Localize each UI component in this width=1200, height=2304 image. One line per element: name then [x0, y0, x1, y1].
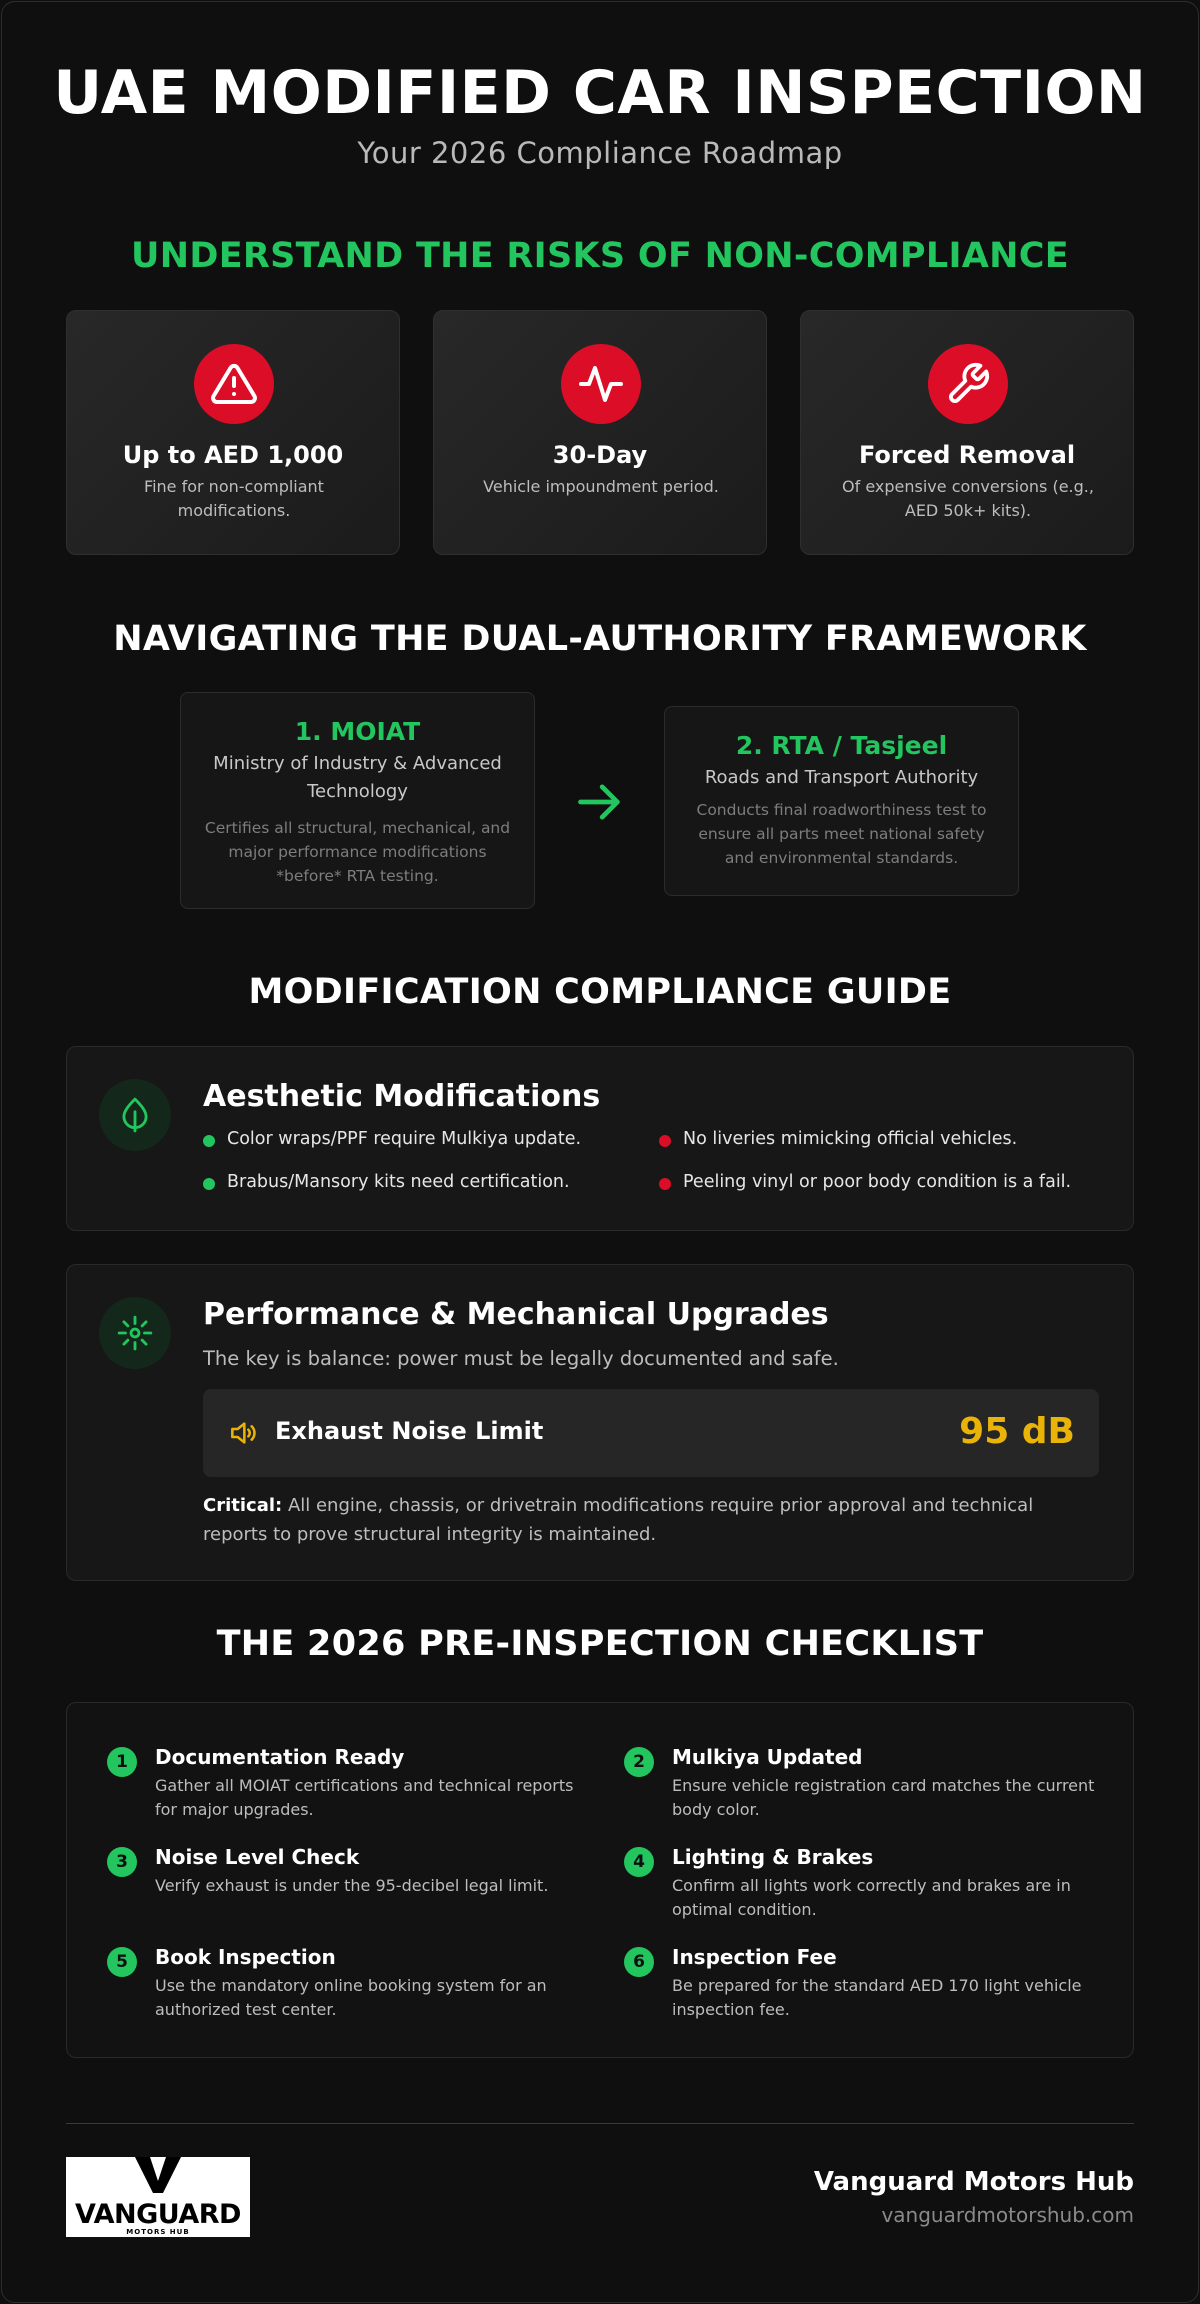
- noise-limit-box: [203, 1389, 1099, 1477]
- guide-heading: MODIFICATION COMPLIANCE GUIDE: [248, 972, 952, 1012]
- checklist-item: [624, 1745, 1095, 1819]
- warning-icon: [194, 344, 274, 424]
- aesthetic-title: Aesthetic Modifications: [203, 1079, 601, 1114]
- step-number: 6: [624, 1947, 654, 1977]
- risk-desc: Of expensive conversions (e.g., AED 50k+ kits).: [842, 477, 1094, 520]
- authority-name: Ministry of Industry & Advanced Technology: [213, 753, 502, 802]
- risk-desc: Vehicle impoundment period.: [483, 477, 719, 496]
- step-title: Documentation Ready: [155, 1745, 405, 1769]
- page-subtitle: Your 2026 Compliance Roadmap: [357, 136, 843, 170]
- company-url[interactable]: vanguardmotorshub.com: [881, 2203, 1134, 2227]
- authority-name: Roads and Transport Authority: [704, 767, 979, 788]
- authority-rta: [664, 706, 1019, 896]
- noise-limit-label: Exhaust Noise Limit: [275, 1417, 544, 1445]
- prohibited-item: No liveries mimicking official vehicles.: [659, 1129, 1017, 1149]
- risks-heading: UNDERSTAND THE RISKS OF NON-COMPLIANCE: [131, 236, 1069, 276]
- authority-desc: Conducts final roadworthiness test to ensure all parts meet national safety and environmental standards.: [696, 801, 987, 867]
- leaf-icon: [99, 1079, 171, 1151]
- risk-card-removal: [800, 310, 1134, 555]
- prohibited-item: Peeling vinyl or poor body condition is a fail.: [659, 1172, 1071, 1192]
- step-number: 1: [107, 1747, 137, 1777]
- company-name: Vanguard Motors Hub: [813, 2167, 1134, 2197]
- step-desc: Verify exhaust is under the 95-decibel legal limit.: [155, 1876, 549, 1895]
- checklist-card: [66, 1702, 1134, 2058]
- logo-mark-icon: [135, 2157, 181, 2193]
- performance-subtitle: The key is balance: power must be legally documented and safe.: [203, 1347, 839, 1370]
- step-desc: Confirm all lights work correctly and brakes are in optimal condition.: [672, 1876, 1071, 1919]
- noise-limit-value: 95 dB: [959, 1411, 1075, 1452]
- step-title: Mulkiya Updated: [672, 1745, 863, 1769]
- vanguard-logo: [66, 2157, 250, 2237]
- risk-title: 30-Day: [552, 441, 648, 469]
- footer-divider: [66, 2123, 1134, 2124]
- wrench-icon: [928, 344, 1008, 424]
- step-desc: Use the mandatory online booking system for an authorized test center.: [155, 1976, 547, 2019]
- authority-number: 1. MOIAT: [294, 717, 421, 746]
- logo-wordmark: VANGUARD: [75, 2199, 241, 2230]
- checklist-item: [624, 1845, 1084, 1919]
- risk-desc: Fine for non-compliant modifications.: [144, 477, 324, 520]
- risk-card-impound: [433, 310, 767, 555]
- step-title: Book Inspection: [155, 1945, 336, 1969]
- checklist-item: [107, 1945, 567, 2019]
- checklist-item: [624, 1945, 1084, 2019]
- step-title: Noise Level Check: [155, 1845, 360, 1869]
- allowed-item: Brabus/Mansory kits need certification.: [203, 1172, 570, 1192]
- allowed-item: Color wraps/PPF require Mulkiya update.: [203, 1129, 581, 1149]
- page-title: UAE MODIFIED CAR INSPECTION: [53, 58, 1147, 128]
- risk-title: Forced Removal: [858, 441, 1076, 469]
- logo-tagline: MOTORS HUB: [126, 2228, 190, 2236]
- critical-label: Critical:: [203, 1495, 283, 1516]
- step-desc: Be prepared for the standard AED 170 light vehicle inspection fee.: [672, 1976, 1082, 2019]
- checklist-heading: THE 2026 PRE-INSPECTION CHECKLIST: [216, 1624, 984, 1664]
- critical-text: All engine, chassis, or drivetrain modifications require prior approval and technical reports to prove structural integrity is maintained.: [203, 1495, 1034, 1545]
- checklist-item: [107, 1745, 574, 1819]
- risk-title: Up to AED 1,000: [122, 441, 344, 469]
- aesthetic-card: [66, 1046, 1134, 1231]
- engine-icon: [99, 1297, 171, 1369]
- critical-note: [203, 1491, 1083, 1549]
- performance-title: Performance & Mechanical Upgrades: [203, 1297, 829, 1332]
- authority-moiat: [180, 692, 535, 909]
- arrow-right-icon: [574, 776, 626, 828]
- step-number: 2: [624, 1747, 654, 1777]
- authority-desc: Certifies all structural, mechanical, and major performance modifications *before* RTA testing.: [204, 819, 511, 885]
- speaker-icon: [227, 1417, 259, 1449]
- step-number: 5: [107, 1947, 137, 1977]
- authority-number: 2. RTA / Tasjeel: [735, 731, 948, 760]
- step-title: Inspection Fee: [672, 1945, 837, 1969]
- risk-card-fine: [66, 310, 400, 555]
- step-number: 4: [624, 1847, 654, 1877]
- step-title: Lighting & Brakes: [672, 1845, 874, 1869]
- pulse-icon: [561, 344, 641, 424]
- checklist-item: [107, 1845, 567, 1905]
- step-desc: Gather all MOIAT certifications and technical reports for major upgrades.: [155, 1776, 574, 1819]
- framework-heading: NAVIGATING THE DUAL-AUTHORITY FRAMEWORK: [113, 619, 1087, 659]
- step-desc: Ensure vehicle registration card matches the current body color.: [672, 1776, 1095, 1819]
- performance-card: [66, 1264, 1134, 1581]
- step-number: 3: [107, 1847, 137, 1877]
